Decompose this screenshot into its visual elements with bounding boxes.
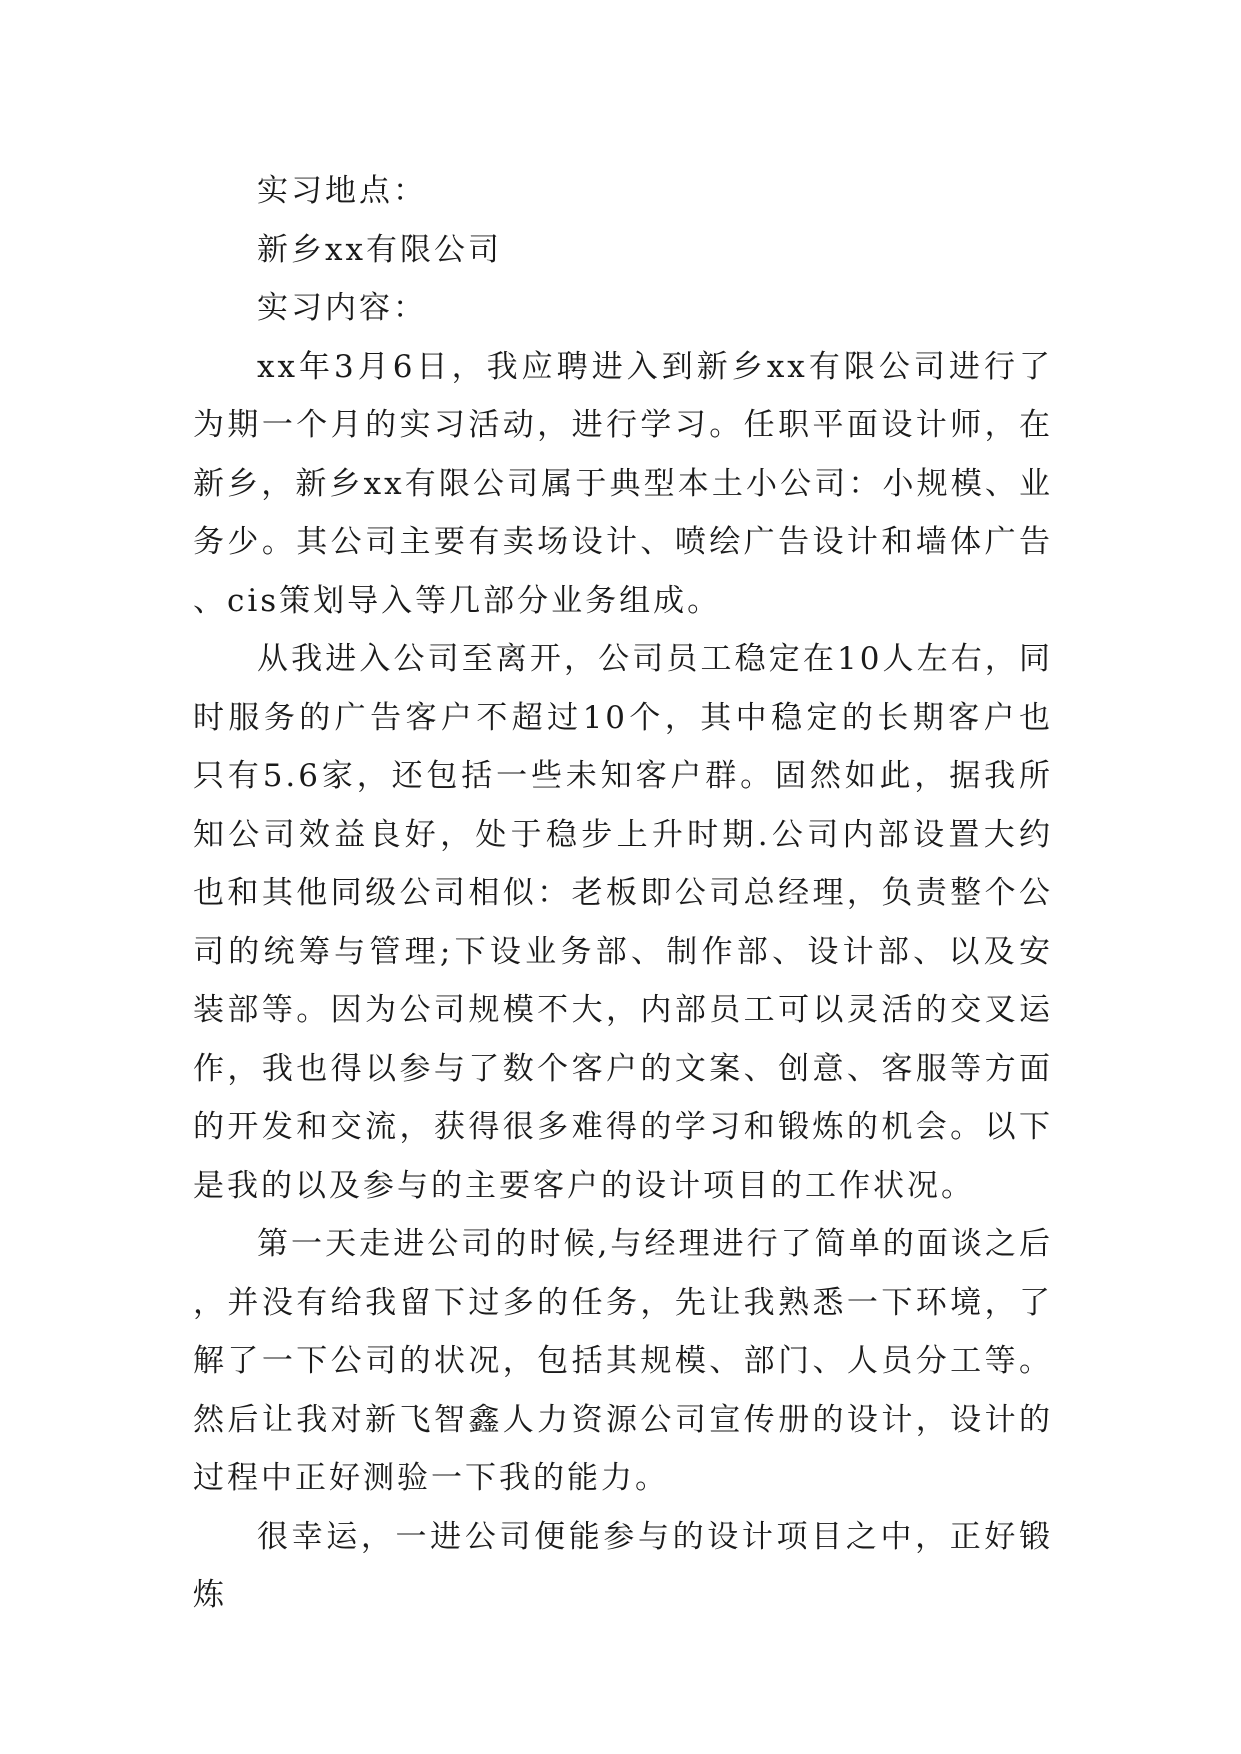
paragraph-company-intro: xx年3月6日，我应聘进入到新乡xx有限公司进行了为期一个月的实习活动，进行学习。任职平面设计师，在新乡，新乡xx有限公司属于典型本土小公司：小规模、业务少。其公司主要有卖场设计、喷绘广告设计和墙体广告、cis策划导入等几部分业务组成。	[193, 348, 1053, 619]
paragraph-company-structure: 从我进入公司至离开，公司员工稳定在10人左右，同时服务的广告客户不超过10个，其中稳定的长期客户也只有5.6家，还包括一些未知客户群。固然如此，据我所知公司效益良好，处于稳步上升时期.公司内部设置大约也和其他同级公司相似：老板即公司总经理，负责整个公司的统筹与管理;下设业务部、制作部、设计部、以及安装部等。因为公司规模不大，内部员工可以灵活的交叉运作，我也得以参与了数个客户的文案、创意、客服等方面的开发和交流，获得很多难得的学习和锻炼的机会。以下是我的以及参与的主要客户的设计项目的工作状况。	[193, 641, 1053, 1204]
paragraph-first-day: 第一天走进公司的时候,与经理进行了简单的面谈之后，并没有给我留下过多的任务，先让我熟悉一下环境，了解了一下公司的状况，包括其规模、部门、人员分工等。然后让我对新飞智鑫人力资源公司宣传册的设计，设计的过程中正好测验一下我的能力。	[193, 1226, 1053, 1496]
paragraph-internship-location-label: 实习地点：	[257, 173, 427, 209]
document-body	[193, 162, 1053, 1625]
paragraph-internship-location: 新乡xx有限公司	[257, 231, 502, 268]
paragraph-internship-content-label: 实习内容：	[257, 290, 427, 326]
paragraph-fortunate: 很幸运，一进公司便能参与的设计项目之中，正好锻炼	[193, 1518, 1053, 1613]
